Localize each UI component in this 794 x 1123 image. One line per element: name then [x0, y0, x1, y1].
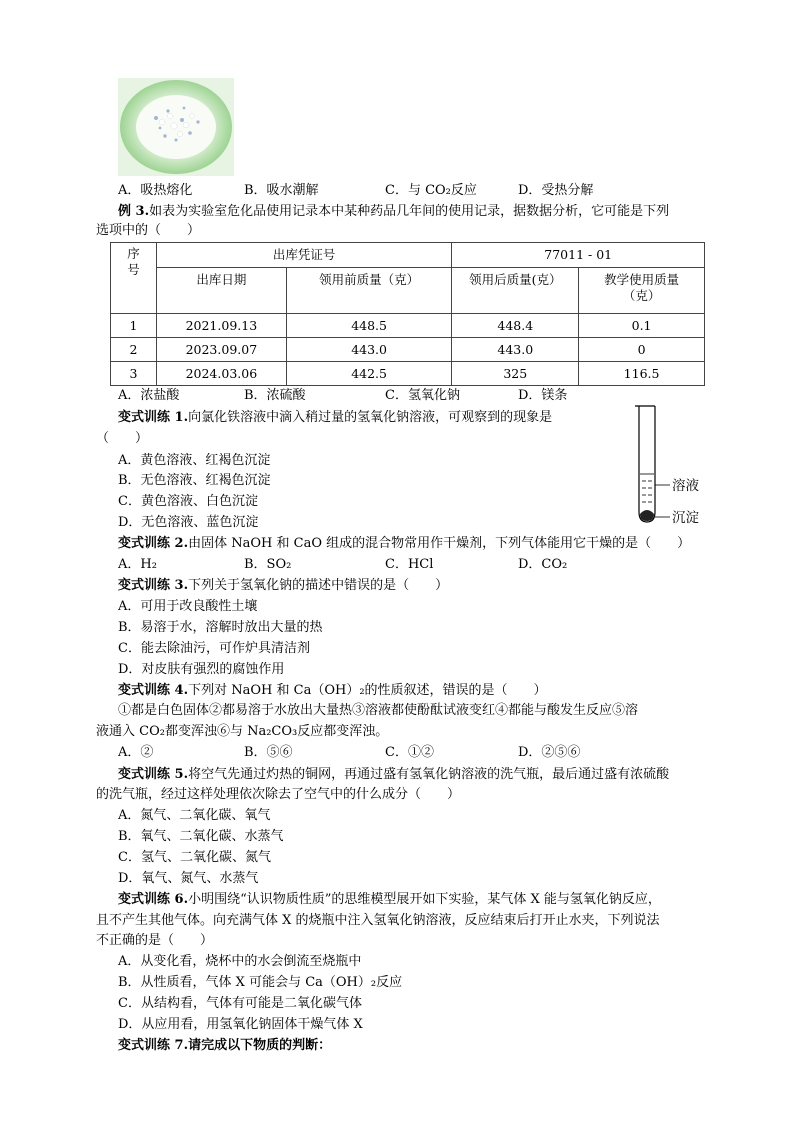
ex3-label: 例 3. [118, 204, 150, 219]
cell: 325 [452, 362, 579, 386]
table-row [111, 362, 705, 386]
q5-option-c: C．氢气、二氧化碳、氮气 [118, 850, 271, 865]
table-row [111, 314, 705, 338]
q6-label: 变式训练 6. [118, 892, 189, 907]
q2-option-d: D．CO₂ [518, 557, 568, 572]
cell: 443.0 [452, 338, 579, 362]
cell: 448.5 [286, 314, 452, 338]
q4-text: 下列对 NaOH 和 Ca（OH）₂的性质叙述，错误的是（ ） [188, 683, 547, 698]
q1-option-b: B．无色溶液、红褐色沉淀 [118, 473, 271, 488]
q5-question [118, 766, 669, 784]
ex2-option-c: C．与 CO₂反应 [385, 183, 477, 198]
q4-question [118, 682, 547, 700]
q6-option-c: C．从结构看，气体有可能是二氧化碳气体 [118, 996, 362, 1011]
cell: 116.5 [579, 362, 705, 386]
q3-option-c: C．能去除油污，可作炉具清洁剂 [118, 641, 310, 656]
q4-statements-2: 液通入 CO₂都变浑浊⑥与 Na₂CO₃反应都变浑浊。 [96, 724, 389, 739]
q7-label: 变式训练 7. [118, 1038, 189, 1053]
q5-option-b: B．氧气、二氧化碳、水蒸气 [118, 829, 284, 844]
ex3-option-c: C．氢氧化钠 [385, 388, 460, 403]
q2-option-a: A．H₂ [118, 557, 157, 572]
cell: 2021.09.13 [156, 314, 286, 338]
cell: 2023.09.07 [156, 338, 286, 362]
fig-label-precipitate: 沉淀 [672, 510, 699, 526]
q2-option-c: C．HCl [385, 557, 434, 572]
header-before: 领用前质量（克） [286, 268, 452, 314]
q3-option-b: B．易溶于水，溶解时放出大量的热 [118, 620, 323, 635]
q3-option-d: D．对皮肤有强烈的腐蚀作用 [118, 662, 285, 677]
header-after: 领用后质量(克） [452, 268, 579, 314]
ex3-text-cont: 选项中的（ ） [96, 223, 201, 238]
q1-option-d: D．无色溶液、蓝色沉淀 [118, 515, 259, 530]
table-row [111, 338, 705, 362]
q1-option-a: A．黄色溶液、红褐色沉淀 [118, 453, 271, 468]
q2-option-b: B．SO₂ [244, 557, 292, 572]
ex2-option-b: B．吸水潮解 [244, 183, 319, 198]
ex2-option-a: A．吸热熔化 [118, 183, 193, 198]
cell: 2024.03.06 [156, 362, 286, 386]
q3-label: 变式训练 3. [118, 578, 189, 593]
q1-text: 向氯化铁溶液中滴入稍过量的氢氧化钠溶液，可观察到的现象是 [188, 410, 553, 425]
q3-question [118, 577, 448, 595]
q3-text: 下列关于氢氧化钠的描述中错误的是（ ） [188, 578, 449, 593]
q1-question [118, 409, 552, 427]
q4-option-c: C．①② [385, 745, 434, 760]
q7-question [118, 1037, 331, 1055]
ex3-option-d: D．镁条 [518, 388, 568, 403]
cell: 448.4 [452, 314, 579, 338]
q2-question [118, 535, 690, 553]
q4-statements-1: ①都是白色固体②都易溶于水放出大量热③溶液都使酚酞试液变红④都能与酸发生反应⑤溶 [118, 703, 639, 718]
q7-text: 请完成以下物质的判断： [188, 1038, 332, 1053]
voucher-number-cell: 77011 - 01 [452, 243, 705, 268]
q5-text-cont: 的洗气瓶，经过这样处理依次除去了空气中的什么成分（ ） [96, 787, 461, 802]
q2-label: 变式训练 2. [118, 536, 189, 551]
cell: 442.5 [286, 362, 452, 386]
q5-label: 变式训练 5. [118, 767, 189, 782]
usage-table [110, 242, 705, 386]
q4-option-d: D．②⑤⑥ [518, 745, 581, 760]
header-seq-cell: 序号 [111, 243, 157, 314]
cell: 1 [111, 314, 157, 338]
q4-option-b: B．⑤⑥ [244, 745, 293, 760]
cell: 0 [579, 338, 705, 362]
q5-option-a: A．氮气、二氧化碳、氧气 [118, 808, 271, 823]
q5-text: 将空气先通过灼热的铜网，再通过盛有氢氧化钠溶液的洗气瓶，最后通过盛有浓硫酸 [188, 767, 670, 782]
ex3-option-b: B．浓硫酸 [244, 388, 306, 403]
cell: 2 [111, 338, 157, 362]
header-used: 教学使用质量（克） [579, 268, 705, 314]
q2-text: 由固体 NaOH 和 CaO 组成的混合物常用作干燥剂，下列气体能用它干燥的是（ ） [188, 536, 691, 551]
fig-label-solution: 溶液 [672, 478, 699, 494]
cell: 0.1 [579, 314, 705, 338]
q5-option-d: D．氧气、氮气、水蒸气 [118, 871, 259, 886]
header-voucher-cell: 出库凭证号 [156, 243, 451, 268]
q4-option-a: A．② [118, 745, 154, 760]
ex3-question [118, 203, 669, 221]
q6-question [118, 891, 661, 909]
q6-option-d: D．从应用看，用氢氧化钠固体干燥气体 X [118, 1017, 363, 1032]
q1-text-cont: （ ） [96, 431, 149, 446]
cell: 443.0 [286, 338, 452, 362]
q1-option-c: C．黄色溶液、白色沉淀 [118, 494, 258, 509]
header-date: 出库日期 [156, 268, 286, 314]
watch-glass-image [118, 78, 234, 176]
q6-text-cont: 且不产生其他气体。向充满气体 X 的烧瓶中注入氢氧化钠溶液，反应结束后打开止水夹，下列说法 [96, 913, 660, 928]
ex3-text: 如表为实验室危化品使用记录本中某种药品几年间的使用记录，据数据分析，它可能是下列 [149, 204, 670, 219]
cell: 3 [111, 362, 157, 386]
q1-label: 变式训练 1. [118, 410, 189, 425]
q6-option-a: A．从变化看，烧杯中的水会倒流至烧瓶中 [118, 954, 362, 969]
q3-option-a: A．可用于改良酸性土壤 [118, 599, 258, 614]
q6-option-b: B．从性质看，气体 X 可能会与 Ca（OH）₂反应 [118, 975, 403, 990]
ex3-option-a: A．浓盐酸 [118, 388, 180, 403]
q6-text: 小明围绕“认识物质性质”的思维模型展开如下实验，某气体 X 能与氢氧化钠反应， [188, 892, 661, 907]
ex2-option-d: D．受热分解 [518, 183, 594, 198]
q6-text-cont2: 不正确的是（ ） [96, 933, 214, 948]
q4-label: 变式训练 4. [118, 683, 189, 698]
